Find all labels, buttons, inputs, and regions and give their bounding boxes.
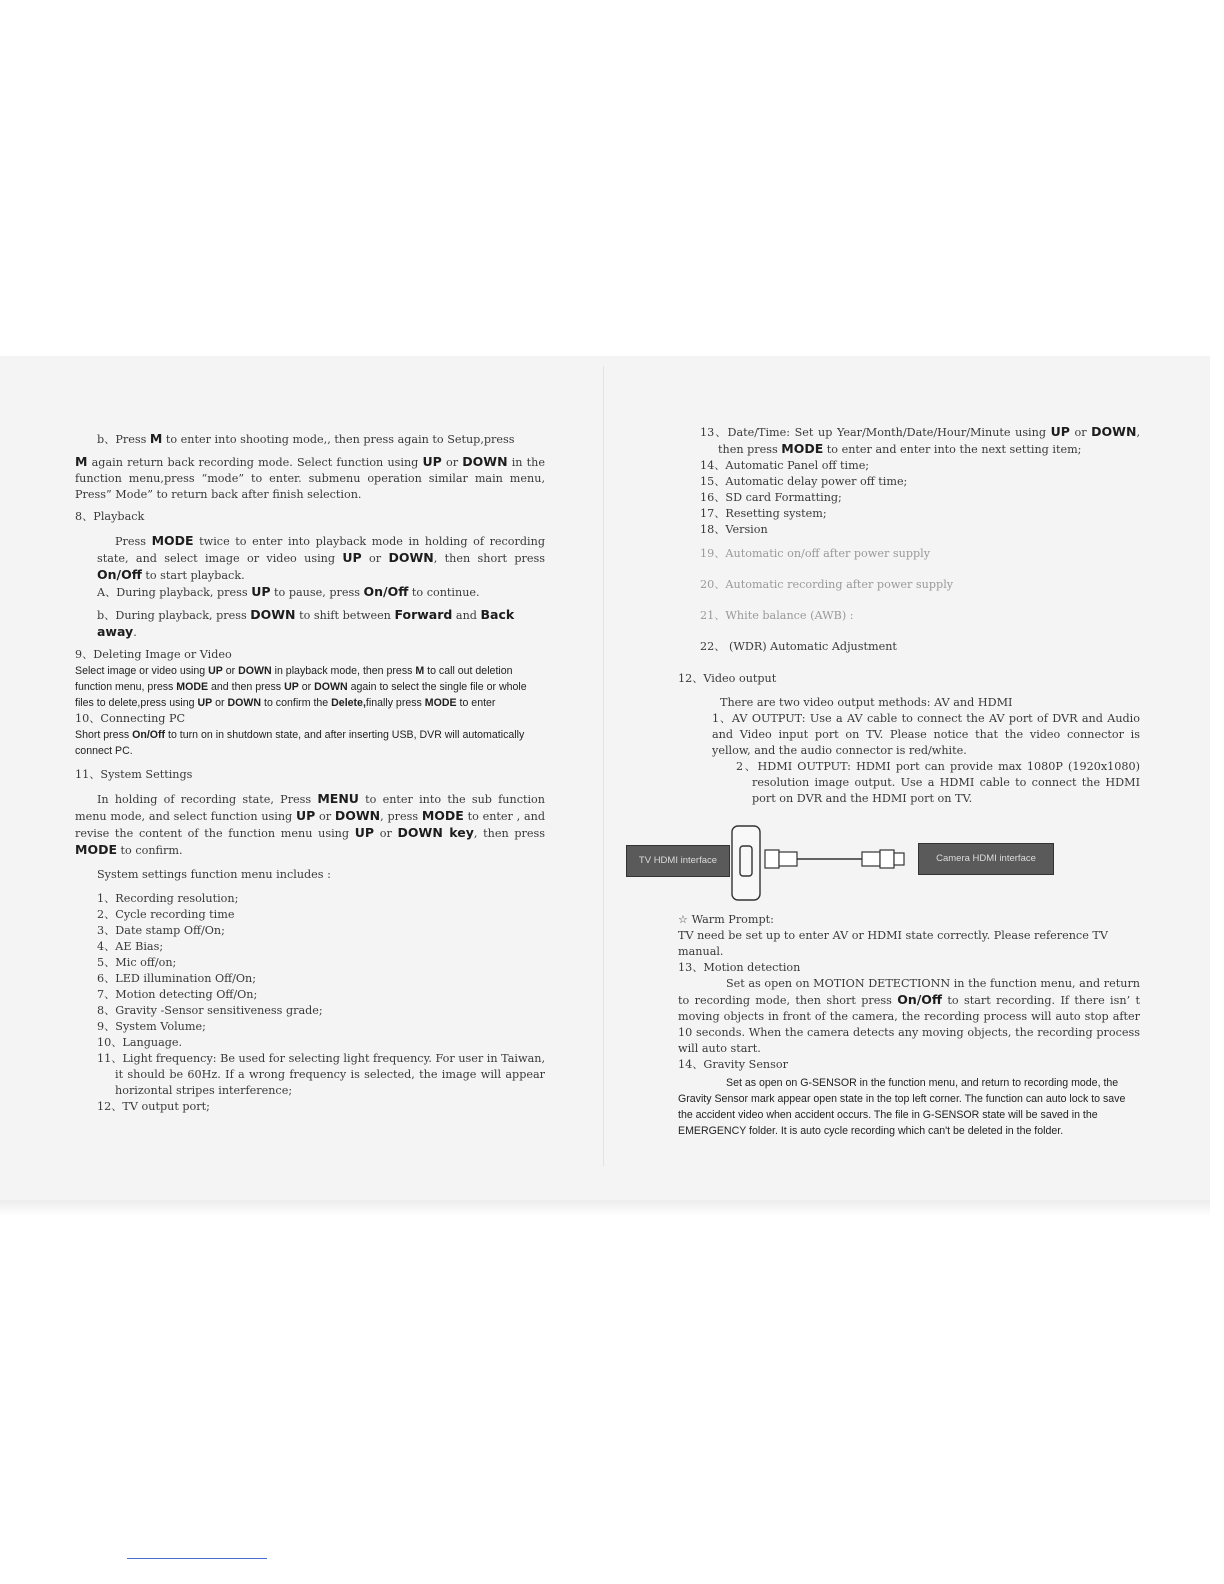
list-item: 1、Recording resolution; <box>97 892 239 905</box>
connect-paragraph: Short press On/Off to turn on in shutdown state, and after inserting USB, DVR will automatically connect PC. <box>75 729 525 757</box>
playback-heading: 8、Playback <box>75 510 145 523</box>
menu-list <box>75 891 545 1115</box>
list-item: 14、Automatic Panel off time; <box>700 459 870 472</box>
connect-heading: 10、Connecting PC <box>75 712 186 725</box>
list-item: 10、Language. <box>97 1036 183 1049</box>
system-heading: 11、System Settings <box>75 768 193 781</box>
menu-intro: System settings function menu includes : <box>97 868 331 881</box>
video-output-heading: 12、Video output <box>678 672 777 685</box>
shooting-mode-paragraph-cont: M again return back recording mode. Select function using UP or DOWN in the function menu,press “mode” to enter. submenu operation similar main menu, Press” Mode” to return back after finish selection. <box>75 454 546 501</box>
camera-hdmi-interface-label: Camera HDMI interface <box>936 853 1036 864</box>
list-item: 9、System Volume; <box>97 1020 206 1033</box>
list-item: 19、Automatic on/off after power supply <box>700 547 931 560</box>
link-underline <box>127 1558 267 1559</box>
motion-heading: 13、Motion detection <box>678 961 801 974</box>
list-item: 21、White balance (AWB) : <box>700 609 854 622</box>
warm-prompt-heading: ☆ Warm Prompt: <box>678 913 774 926</box>
playback-paragraph: Press MODE twice to enter into playback mode in holding of recording state, and select image or video using UP or DOWN, then short press On/Off to start playback. <box>97 533 546 582</box>
delete-heading: 9、Deleting Image or Video <box>75 648 232 661</box>
list-item: 2、Cycle recording time <box>97 908 235 921</box>
list-item: 15、Automatic delay power off time; <box>700 475 908 488</box>
video-output-intro: There are two video output methods: AV and HDMI <box>720 696 1013 709</box>
playback-pause-line: A、During playback, press UP to pause, press On/Off to continue. <box>97 584 480 599</box>
list-item: 8、Gravity -Sensor sensitiveness grade; <box>97 1004 323 1017</box>
shooting-mode-paragraph: b、Press M to enter into shooting mode,, then press again to Setup,press <box>97 431 515 446</box>
list-item: 6、LED illumination Off/On; <box>97 972 257 985</box>
right-page-lower <box>678 912 1140 1139</box>
date-time-item: 13、Date/Time: Set up Year/Month/Date/Hour/Minute using UP or DOWN, then press MODE to enter and enter into the next setting item; <box>700 424 1140 456</box>
page-fold <box>603 366 604 1166</box>
hdmi-output-paragraph: 2、HDMI OUTPUT: HDMI port can provide max 1080P (1920x1080) resolution image output. Use a HDMI cable to connect the HDMI port on DVR and the HDMI port on TV. <box>736 760 1140 805</box>
playback-shift-line: b、During playback, press DOWN to shift between Forward and Back away. <box>97 607 515 639</box>
av-output-paragraph: 1、AV OUTPUT: Use a AV cable to connect the AV port of DVR and Audio and Video input port on TV. Please notice that the video connector is yellow, and the audio connector is red/white. <box>712 712 1140 757</box>
list-item: 7、Motion detecting Off/On; <box>97 988 258 1001</box>
delete-paragraph: Select image or video using UP or DOWN in playback mode, then press M to call out deletion function menu, press MODE and then press UP or DOWN again to select the single file or whole files to delete,press using UP or DOWN to confirm the Delete,finally press MODE to enter <box>75 665 527 709</box>
motion-paragraph: Set as open on MOTION DETECTIONN in the function menu, and return to recording mode, then short press On/Off to start recording. If there isn’ t moving objects in front of the camera, the recording process will auto stop after 10 seconds. When the camera detects any moving objects, the recording process will auto start. <box>678 977 1140 1055</box>
list-item: 18、Version <box>700 523 768 536</box>
system-paragraph: In holding of recording state, Press MENU to enter into the sub function menu mode, and select function using UP or DOWN, press MODE to enter , and revise the content of the function menu using UP or DOWN key, then press MODE to confirm. <box>75 791 545 857</box>
tv-hdmi-interface-label: TV HDMI interface <box>638 855 718 866</box>
list-item: 20、Automatic recording after power supply <box>700 578 954 591</box>
warm-prompt-text: TV need be set up to enter AV or HDMI state correctly. Please reference TV manual. <box>678 929 1108 958</box>
gravity-paragraph: Set as open on G-SENSOR in the function menu, and return to recording mode, the Gravity Sensor mark appear open state in the top left corner. The function can auto lock to save the accident video when accident occurs. The file in G-SENSOR state will be saved in the EMERGENCY folder. It is auto cycle recording which can't be deleted in the folder. <box>678 1077 1126 1137</box>
list-item: 16、SD card Formatting; <box>700 491 842 504</box>
right-page <box>678 424 1140 807</box>
list-item: 22、 (WDR) Automatic Adjustment <box>700 640 897 653</box>
list-item: 12、TV output port; <box>97 1100 210 1113</box>
scan-edge-shadow <box>0 1200 1210 1216</box>
list-item: 3、Date stamp Off/On; <box>97 924 225 937</box>
gravity-heading: 14、Gravity Sensor <box>678 1058 788 1071</box>
left-page <box>75 431 545 1115</box>
camera-hdmi-interface-box <box>918 843 1054 875</box>
list-item: 4、AE Bias; <box>97 940 164 953</box>
list-item: 17、Resetting system; <box>700 507 827 520</box>
list-item: 5、Mic off/on; <box>97 956 177 969</box>
list-item: 11、Light frequency: Be used for selecting light frequency. For user in Taiwan, it should be 60Hz. If a wrong frequency is selected, the image will appear horizontal stripes interference; <box>97 1052 545 1097</box>
hdmi-connection-diagram <box>622 822 1062 904</box>
